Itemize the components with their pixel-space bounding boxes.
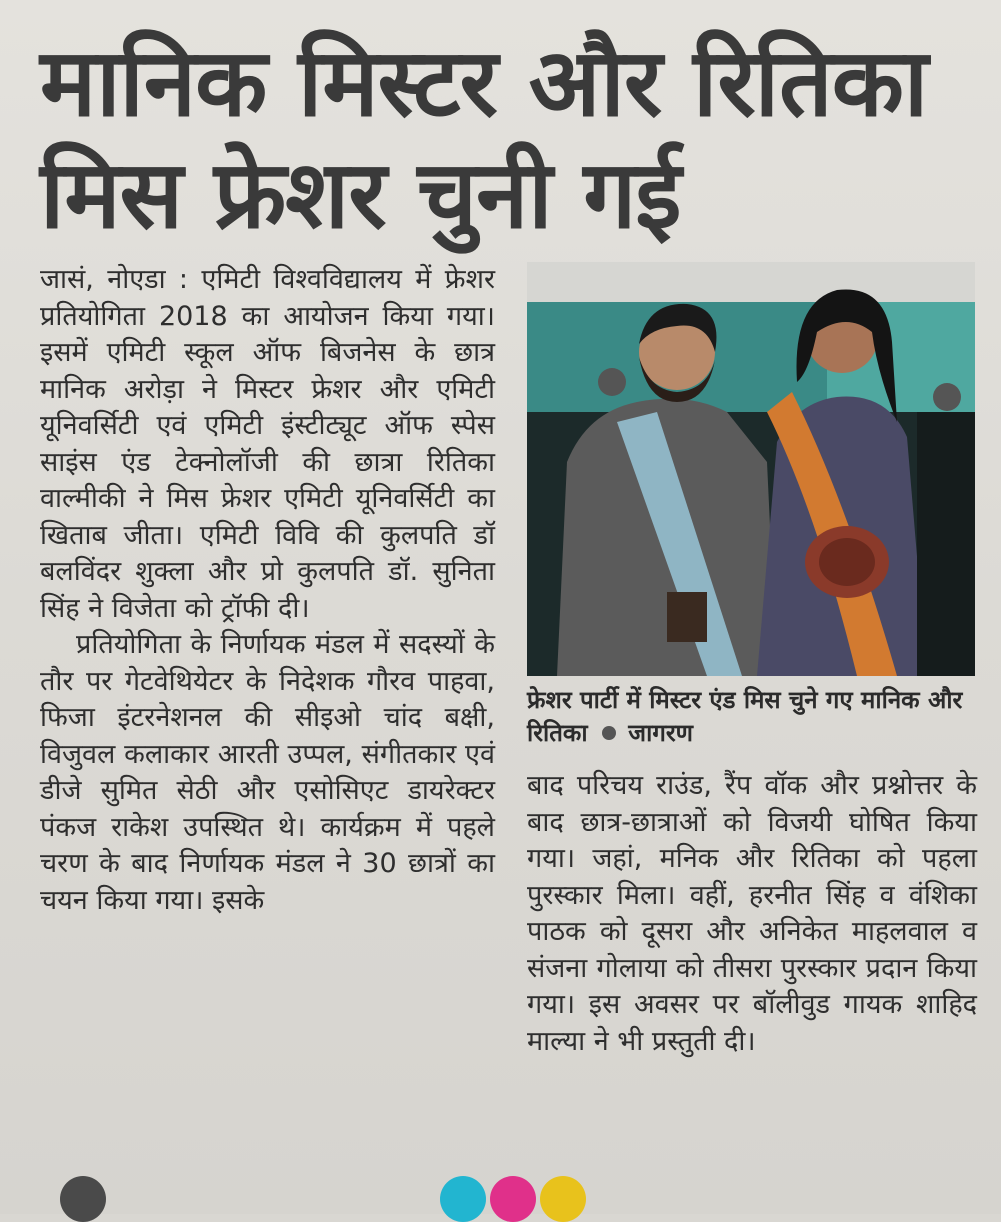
photo-illustration — [527, 262, 975, 676]
headline-line-1: मानिक मिस्टर और रितिका — [40, 29, 928, 138]
caption-text: फ्रेशर पार्टी में मिस्टर एंड मिस चुने गए मानिक और रितिका — [527, 686, 963, 747]
bullet-icon — [602, 726, 616, 740]
registration-mark-magenta — [490, 1176, 536, 1222]
news-photo — [527, 262, 975, 676]
article-paragraph-2: प्रतियोगिता के निर्णायक मंडल में सदस्यों के तौर पर गेटवेथियेटर के निदेशक गौरव पाहवा, फिजा इंटरनेशनल की सीइओ चांद बक्षी, विजुवल कलाकार आरती उप्पल, संगीतकार एवं डीजे सुमित सेठी और एसोसिएट डायरेक्टर पंकज राकेश उपस्थित थे। कार्यक्रम में पहले चरण के बाद निर्णायक मंडल ने 30 छात्रों का चयन किया गया। इसके — [40, 629, 495, 916]
photo-caption — [527, 684, 977, 750]
photo-credit: जागरण — [628, 719, 694, 747]
headline-line-2: मिस फ्रेशर चुनी गई — [40, 141, 681, 250]
registration-mark-yellow — [540, 1176, 586, 1222]
headline — [40, 28, 980, 252]
article-paragraph-1: जासं, नोएडा : एमिटी विश्वविद्यालय में फ्रेशर प्रतियोगिता 2018 का आयोजन किया गया। इसमें एमिटी स्कूल ऑफ बिजनेस के छात्र मानिक अरोड़ा ने मिस्टर फ्रेशर और एमिटी यूनिवर्सिटी एवं एमिटी इंस्टीट्यूट ऑफ स्पेस साइंस एंड टेक्नोलॉजी की छात्रा रितिका वाल्मीकी ने मिस फ्रेशर एमिटी यूनिवर्सिटी का खिताब जीता। एमिटी विवि की कुलपति डॉ बलविंदर शुक्ला और प्रो कुलपति डॉ. सुनिता सिंह ने विजेता को ट्रॉफी दी। — [40, 264, 495, 624]
article-left-column — [40, 262, 495, 919]
article-paragraph-3: बाद परिचय राउंड, रैंप वॉक और प्रश्नोत्तर के बाद छात्र-छात्राओं को विजयी घोषित किया गया। जहां, मनिक और रितिका को पहला पुरस्कार मिला। वहीं, हरनीत सिंह व वंशिका पाठक को दूसरा और अनिकेत माहलवाल व संजना गोलाया को तीसरा पुरस्कार प्रदान किया गया। इस अवसर पर बॉलीवुड गायक शाहिद माल्या ने भी प्रस्तुती दी। — [527, 770, 977, 1057]
article-right-column — [527, 768, 977, 1060]
registration-mark-cyan — [440, 1176, 486, 1222]
registration-mark-black — [60, 1176, 106, 1222]
